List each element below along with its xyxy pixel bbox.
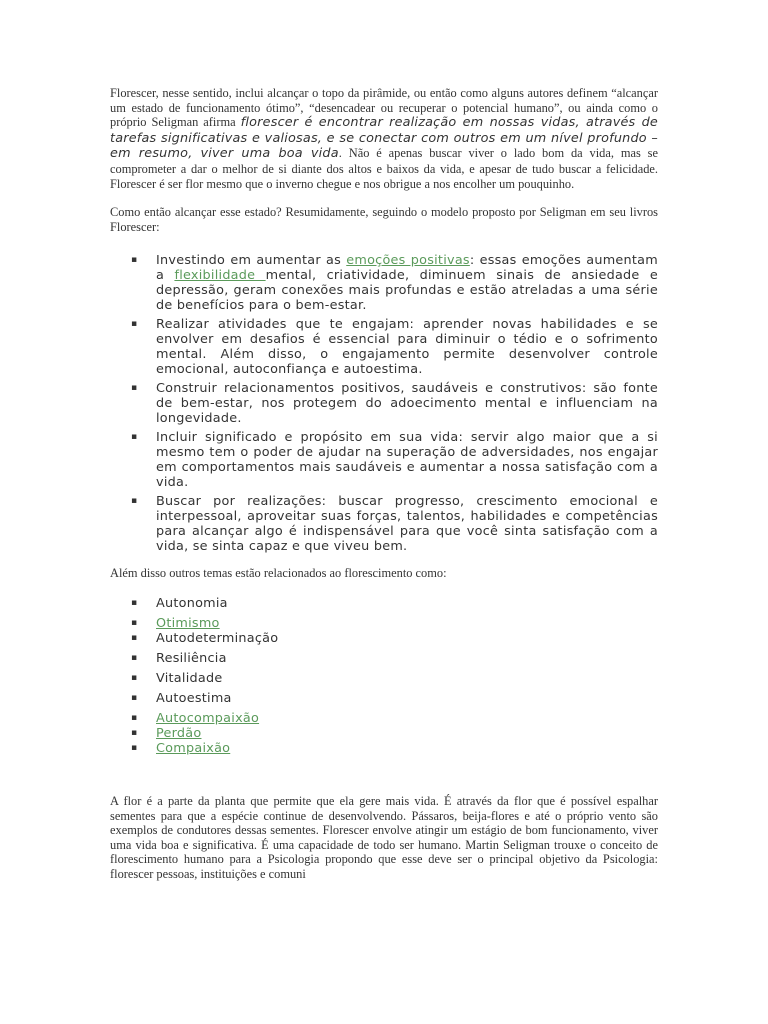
link-otimismo[interactable]: Otimismo	[156, 615, 220, 631]
square-bullet-icon: ▪	[131, 652, 138, 663]
link-autocompaixao[interactable]: Autocompaixão	[156, 710, 260, 726]
topic-label: Autonomia	[156, 595, 228, 611]
topic-label: Autoestima	[156, 690, 232, 706]
topic-item-compaixao	[110, 741, 658, 756]
list-item	[110, 381, 658, 426]
list-item	[110, 494, 658, 554]
square-bullet-icon: ▪	[131, 712, 138, 723]
square-bullet-icon: ▪	[131, 255, 138, 266]
topic-item-autoestima	[110, 691, 658, 706]
seligman-quote: florescer é encontrar realização em nossas vidas, através de tarefas significativas e valiosas, e se conectar com outros em um nível profundo – em resumo, viver uma boa vida	[110, 115, 659, 162]
flourishing-steps-list	[110, 253, 658, 554]
intro-paragraph	[110, 86, 658, 191]
square-bullet-icon: ▪	[131, 617, 138, 628]
topic-label: Vitalidade	[156, 670, 223, 686]
list-item-text: Investindo em aumentar as	[156, 253, 347, 269]
list-item-text: mental, criatividade, diminuem sinais de ansiedade e depressão, geram conexões mais profundas e estão atreladas a uma série de benefícios para o bem-estar.	[156, 268, 658, 314]
square-bullet-icon: ▪	[131, 432, 138, 443]
list-item	[110, 253, 658, 313]
section-spacer	[110, 756, 658, 794]
link-perdao[interactable]: Perdão	[156, 725, 202, 741]
topic-item-vitalidade	[110, 671, 658, 686]
topic-item-perdao	[110, 726, 658, 741]
square-bullet-icon: ▪	[131, 632, 138, 643]
question-paragraph: Como então alcançar esse estado? Resumidamente, seguindo o modelo proposto por Seligman em seu livros Florescer:	[110, 205, 658, 234]
list-item-text: Realizar atividades que te engajam: aprender novas habilidades e se envolver em desafios é essencial para diminuir o tédio e o sofrimento mental. Além disso, o engajamento permite desenvolver controle emocional, autoconfiança e autoestima.	[156, 317, 658, 378]
list-item-text: Construir relacionamentos positivos, saudáveis e construtivos: são fonte de bem-estar, nos protegem do adoecimento mental e influenciam na longevidade.	[156, 381, 658, 427]
list-item-text: Buscar por realizações: buscar progresso, crescimento emocional e interpessoal, aproveitar suas forças, talentos, habilidades e competências para alcançar algo é indispensável para que você sinta satisfação com a vida, se sinta capaz e que viveu bem.	[156, 494, 658, 555]
square-bullet-icon: ▪	[131, 672, 138, 683]
topic-item-resiliencia	[110, 651, 658, 666]
square-bullet-icon: ▪	[131, 692, 138, 703]
topics-intro-paragraph: Além disso outros temas estão relacionados ao florescimento como:	[110, 566, 447, 581]
topic-item-autocompaixao	[110, 711, 658, 726]
square-bullet-icon: ▪	[131, 496, 138, 507]
list-item	[110, 317, 658, 377]
document-page	[110, 86, 658, 882]
square-bullet-icon: ▪	[131, 742, 138, 753]
topic-label: Autodeterminação	[156, 630, 279, 646]
closing-paragraph: A flor é a parte da planta que permite que ela gere mais vida. É através da flor que é possível espalhar sementes para que a espécie continue de desenvolvendo. Pássaros, beija-flores e até o próprio vento são exemplos de condutores dessas sementes. Florescer envolve atingir um estágio de bom funcionamento, viver uma vida boa e significativa. É uma capacidade de todo ser humano. Martin Seligman trouxe o conceito de florescimento humano para a Psicologia propondo que esse deve ser o principal objetivo da Psicologia: florescer pessoas, instituições e comuni	[110, 793, 658, 881]
square-bullet-icon: ▪	[131, 597, 138, 608]
topic-item-autonomia	[110, 596, 658, 611]
related-topics-list	[110, 596, 658, 756]
square-bullet-icon: ▪	[131, 727, 138, 738]
square-bullet-icon: ▪	[131, 383, 138, 394]
link-compaixao[interactable]: Compaixão	[156, 740, 231, 756]
square-bullet-icon: ▪	[131, 319, 138, 330]
topic-label: Resiliência	[156, 650, 227, 666]
topic-item-autodeterminacao	[110, 631, 658, 646]
list-item-text: Incluir significado e propósito em sua vida: servir algo maior que a si mesmo tem o poder de ajudar na superação de adversidades, nos engajar em comportamentos mais saudáveis e aumentar a nossa satisfação com a vida.	[156, 430, 658, 491]
link-flexibilidade[interactable]: flexibilidade	[174, 268, 266, 284]
intro-text-start: Florescer, nesse sentido, inclui alcançar o topo da pirâmide, ou então como alguns autores definem “alcançar um estado de funcionamento ótimo”, “desencadear ou recuperar o potencial humano”, ou ainda como o próprio Seligman afirma	[110, 86, 658, 130]
link-emocoes-positivas[interactable]: emoções positivas	[346, 253, 470, 269]
intro-text-end: . Não é apenas buscar viver o lado bom da vida, mas se comprometer a dar o melhor de si diante dos altos e baixos da vida, e apesar de tudo buscar a felicidade. Florescer é ser flor mesmo que o inverno chegue e nos obrigue a nos encolher um pouquinho.	[110, 146, 658, 191]
list-item-text: : essas emoções aumentam a	[156, 253, 658, 284]
topic-item-otimismo	[110, 616, 658, 631]
list-item	[110, 430, 658, 490]
